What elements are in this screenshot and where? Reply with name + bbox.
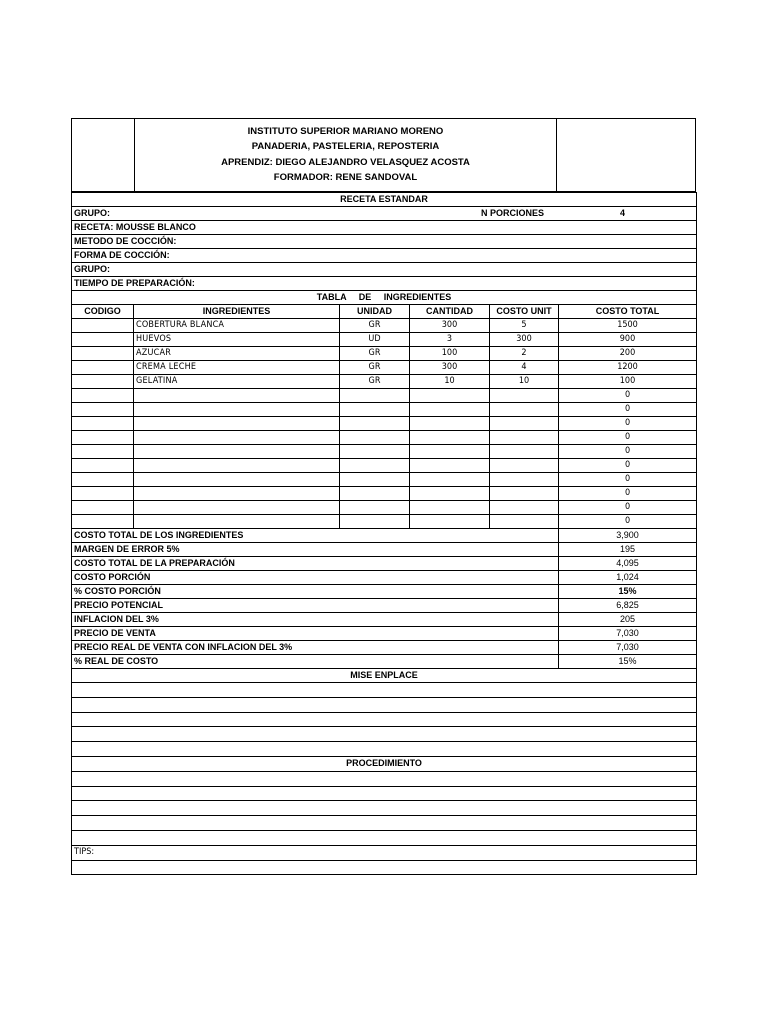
metodo-label: METODO DE COCCIÓN:	[72, 235, 697, 249]
col-header: COSTO TOTAL	[559, 305, 697, 319]
table-row	[72, 333, 697, 347]
table-cell	[340, 487, 410, 501]
table-row	[72, 515, 697, 529]
summary-row	[72, 655, 697, 669]
summary-row	[72, 585, 697, 599]
table-cell	[134, 431, 340, 445]
summary-label: COSTO TOTAL DE LA PREPARACIÓN	[72, 557, 559, 571]
summary-label: MARGEN DE ERROR 5%	[72, 543, 559, 557]
table-cell	[72, 347, 134, 361]
header-block	[71, 118, 696, 192]
table-cell	[340, 431, 410, 445]
table-row	[72, 319, 697, 333]
table-cell	[72, 515, 134, 529]
table-cell: HUEVOS	[134, 333, 340, 347]
forma-label: FORMA DE COCCIÓN:	[72, 249, 697, 263]
table-cell	[134, 473, 340, 487]
procedimiento-line	[72, 786, 697, 801]
summary-row	[72, 627, 697, 641]
logo-cell-right	[556, 119, 695, 191]
mise-line	[72, 742, 697, 757]
table-cell: GR	[340, 361, 410, 375]
summary-row	[72, 613, 697, 627]
ingredients-header-row	[72, 305, 697, 319]
recipe-sheet	[71, 118, 696, 875]
mise-line	[72, 683, 697, 698]
summary-label: COSTO PORCIÓN	[72, 571, 559, 585]
summary-value: 7,030	[559, 641, 697, 655]
mise-line-cell[interactable]	[72, 683, 697, 698]
table-cell: 0	[559, 403, 697, 417]
table-cell: 0	[559, 501, 697, 515]
table-cell	[134, 389, 340, 403]
table-cell	[340, 515, 410, 529]
table-cell	[490, 445, 559, 459]
col-header: CODIGO	[72, 305, 134, 319]
table-cell: GR	[340, 319, 410, 333]
table-cell	[410, 431, 490, 445]
table-cell	[410, 459, 490, 473]
table-cell	[134, 459, 340, 473]
table-row	[72, 361, 697, 375]
table-row	[72, 403, 697, 417]
table-row	[72, 445, 697, 459]
porciones-value: 4	[620, 208, 626, 218]
recipe-table	[71, 192, 697, 875]
table-cell: GELATINA	[134, 375, 340, 389]
table-cell: 0	[559, 431, 697, 445]
table-cell: GR	[340, 375, 410, 389]
table-row	[72, 389, 697, 403]
mise-line-cell[interactable]	[72, 727, 697, 742]
summary-row	[72, 599, 697, 613]
grupo2-label: GRUPO:	[72, 263, 697, 277]
table-cell	[410, 473, 490, 487]
procedimiento-title	[72, 756, 697, 771]
summary-row	[72, 557, 697, 571]
summary-value: 195	[559, 543, 697, 557]
table-cell	[72, 389, 134, 403]
mise-line	[72, 697, 697, 712]
table-cell	[72, 459, 134, 473]
summary-row	[72, 543, 697, 557]
table-cell: 0	[559, 389, 697, 403]
table-cell: 300	[410, 319, 490, 333]
summary-value: 7,030	[559, 627, 697, 641]
summary-label: % COSTO PORCIÓN	[72, 585, 559, 599]
table-cell: 0	[559, 459, 697, 473]
mise-title	[72, 669, 697, 683]
summary-value: 1,024	[559, 571, 697, 585]
table-cell: UD	[340, 333, 410, 347]
table-row	[72, 417, 697, 431]
table-cell	[72, 487, 134, 501]
tiempo-label: TIEMPO DE PREPARACIÓN:	[72, 277, 697, 291]
table-cell: 0	[559, 473, 697, 487]
summary-label: INFLACION DEL 3%	[72, 613, 559, 627]
mise-line-cell[interactable]	[72, 742, 697, 757]
table-cell	[72, 375, 134, 389]
table-cell	[410, 417, 490, 431]
program-name: PANADERIA, PASTELERIA, REPOSTERIA	[251, 141, 440, 152]
table-cell: 4	[490, 361, 559, 375]
mise-title-cell: MISE ENPLACE	[72, 669, 697, 683]
table-row	[72, 487, 697, 501]
table-cell	[340, 417, 410, 431]
table-row	[72, 431, 697, 445]
grupo-label: GRUPO:	[74, 208, 110, 218]
table-cell: 1500	[559, 319, 697, 333]
table-cell	[490, 431, 559, 445]
table-cell	[410, 487, 490, 501]
table-cell	[134, 417, 340, 431]
procedimiento-line	[72, 801, 697, 816]
table-cell	[410, 501, 490, 515]
table-cell	[490, 417, 559, 431]
table-cell	[490, 403, 559, 417]
table-row	[72, 473, 697, 487]
col-header: UNIDAD	[340, 305, 410, 319]
grupo-row	[72, 207, 697, 221]
header-text	[135, 119, 556, 191]
summary-label: PRECIO POTENCIAL	[72, 599, 559, 613]
table-cell	[72, 403, 134, 417]
logo-cell-left	[72, 119, 135, 191]
table-cell	[410, 403, 490, 417]
procedimiento-line	[72, 771, 697, 786]
procedimiento-line-cell[interactable]	[72, 830, 697, 845]
procedimiento-line-cell[interactable]	[72, 816, 697, 831]
table-cell	[340, 389, 410, 403]
table-cell	[134, 445, 340, 459]
col-header: CANTIDAD	[410, 305, 490, 319]
table-cell	[410, 445, 490, 459]
table-row	[72, 347, 697, 361]
table-cell	[72, 445, 134, 459]
table-cell: 200	[559, 347, 697, 361]
apprentice-name: APRENDIZ: DIEGO ALEJANDRO VELASQUEZ ACOSTA	[221, 156, 470, 168]
summary-label: PRECIO DE VENTA	[72, 627, 559, 641]
table-cell: 100	[559, 375, 697, 389]
table-cell	[490, 473, 559, 487]
table-cell	[410, 515, 490, 529]
porciones-label: N PORCIONES	[481, 208, 545, 218]
institute-name: INSTITUTO SUPERIOR MARIANO MORENO	[247, 125, 444, 137]
table-cell: GR	[340, 347, 410, 361]
section-title: RECETA ESTANDAR	[72, 193, 697, 207]
mise-line	[72, 727, 697, 742]
summary-label: % REAL DE COSTO	[72, 655, 559, 669]
table-cell: 10	[490, 375, 559, 389]
table-cell	[72, 333, 134, 347]
table-cell: COBERTURA BLANCA	[134, 319, 340, 333]
table-cell: 10	[410, 375, 490, 389]
table-cell	[490, 389, 559, 403]
procedimiento-line	[72, 816, 697, 831]
col-header: COSTO UNIT	[490, 305, 559, 319]
ingredients-table-title: TABLA DE INGREDIENTES	[72, 291, 697, 305]
summary-row	[72, 571, 697, 585]
table-cell: 0	[559, 515, 697, 529]
table-cell: 0	[559, 445, 697, 459]
table-cell	[72, 431, 134, 445]
table-cell	[410, 389, 490, 403]
table-cell	[490, 515, 559, 529]
table-cell	[72, 501, 134, 515]
table-cell: CREMA LECHE	[134, 361, 340, 375]
table-cell	[72, 473, 134, 487]
tips-label-cell: TIPS:	[72, 845, 697, 860]
procedimiento-line	[72, 830, 697, 845]
table-cell: 1200	[559, 361, 697, 375]
table-cell: 100	[410, 347, 490, 361]
mise-line-cell[interactable]	[72, 697, 697, 712]
summary-row	[72, 529, 697, 543]
receta-label: RECETA: MOUSSE BLANCO	[72, 221, 697, 235]
procedimiento-line-cell[interactable]	[72, 801, 697, 816]
mise-line-cell[interactable]	[72, 712, 697, 727]
table-cell	[134, 501, 340, 515]
table-cell: 3	[410, 333, 490, 347]
table-row	[72, 501, 697, 515]
summary-value: 15%	[559, 655, 697, 669]
mise-line	[72, 712, 697, 727]
table-cell: 0	[559, 417, 697, 431]
table-cell	[134, 487, 340, 501]
procedimiento-title-cell: PROCEDIMIENTO	[72, 756, 697, 771]
table-cell: 300	[490, 333, 559, 347]
table-cell	[340, 445, 410, 459]
table-row	[72, 375, 697, 389]
table-row	[72, 459, 697, 473]
summary-value: 4,095	[559, 557, 697, 571]
table-cell: 0	[559, 487, 697, 501]
table-cell: 300	[410, 361, 490, 375]
table-cell	[490, 459, 559, 473]
table-cell	[134, 515, 340, 529]
table-cell	[490, 487, 559, 501]
trainer-name: FORMADOR: RENE SANDOVAL	[273, 172, 418, 183]
table-cell	[340, 473, 410, 487]
col-header: INGREDIENTES	[134, 305, 340, 319]
table-cell	[490, 501, 559, 515]
table-cell	[134, 403, 340, 417]
summary-label: COSTO TOTAL DE LOS INGREDIENTES	[72, 529, 559, 543]
summary-row	[72, 641, 697, 655]
table-cell	[72, 417, 134, 431]
summary-value: 205	[559, 613, 697, 627]
table-cell	[340, 403, 410, 417]
summary-value: 3,900	[559, 529, 697, 543]
summary-label: PRECIO REAL DE VENTA CON INFLACION DEL 3%	[72, 641, 559, 655]
table-cell	[340, 459, 410, 473]
summary-value: 6,825	[559, 599, 697, 613]
table-cell: 2	[490, 347, 559, 361]
table-cell	[340, 501, 410, 515]
table-cell: 5	[490, 319, 559, 333]
procedimiento-line-cell[interactable]	[72, 771, 697, 786]
procedimiento-line-cell[interactable]	[72, 786, 697, 801]
tips-label	[72, 845, 697, 860]
table-cell: AZUCAR	[134, 347, 340, 361]
tips-line-cell[interactable]	[72, 860, 697, 875]
tips-line	[72, 860, 697, 875]
table-cell	[72, 319, 134, 333]
table-cell: 900	[559, 333, 697, 347]
summary-value: 15%	[559, 585, 697, 599]
table-cell	[72, 361, 134, 375]
